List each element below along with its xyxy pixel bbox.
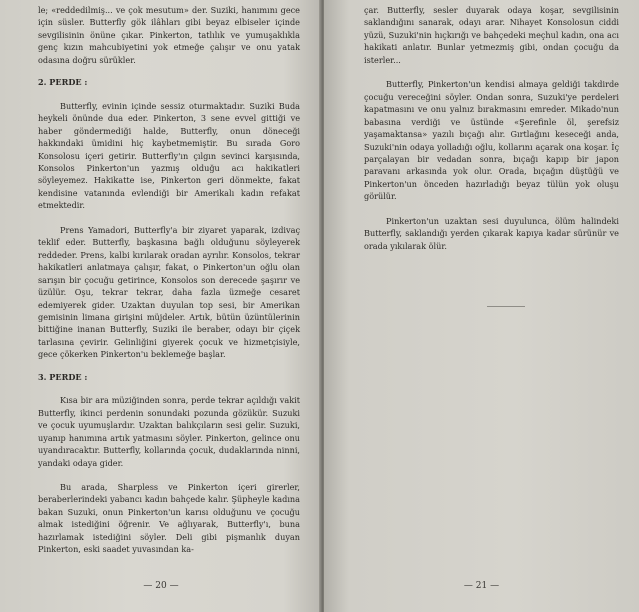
section-divider [487, 306, 525, 307]
paragraph-intro: le; «reddedilmiş... ve çok mesutum» der. Suziki, hanımını gece için süsler. Butterfly gök ilâhları gibi beyaz elbiseler içinde sevgilisinin önüne çıkar. Pinkerton, tatlılık ve yumuşaklıkla genç kızın mahcubiyetini yok etmeğe çalışır ve onu yatak odasına doğru sürükler. [38, 5, 300, 65]
paragraph-act2-a: Butterfly, evinin içinde sessiz oturmaktadır. Suziki Buda heykeli önünde dua eder. Pinkerton, 3 sene evvel gittiği ve haber göndermediği halde, Butterfly, onun döneceği hakkındaki ümidini hiç kaybetmemiştir. Bu sırada Goro Konsolosu içeri getirir. Butterfly'ın çılgın sevinci karşısında, Konsolos Pinkerton'un yazmış olduğu acı hakikatleri söyleyemez. Hakikatte ise, Pinkerton geri dönmekte, fakat kendisine vatanında evlendiği bir Amerikalı kadın refakat etmektedir. [38, 100, 300, 211]
page-number-left: — 20 — [143, 580, 179, 591]
paragraph-act2-b: Prens Yamadori, Butterfly'a bir ziyaret yaparak, izdivaç teklif eder. Butterfly, başkasına bağlı olduğunu söyleyerek reddeder. Prens, kalbi kırılarak oradan ayrılır. Konsolos, tekrar hakikatleri anlatmaya çalışır, fakat, o Pinkerton'un oğlu olan sarışın bir çocuğu getirince, Konsolos son derecede şaşırır ve üzülür. Oşu, tekrar tekrar, daha fazla üzmeğe cesaret edemiyerek gider. Uzaktan duyulan top sesi, bir Amerikan gemisinin limana girişini müjdeler. Artık, bütün üzüntülerinin bittiğine inanan Butterfly, Suziki ile beraber, odayı bir çiçek tarlasına çevirir. Gelinliğini giyerek çocuk ve hizmetçisiyle, gece çökerken Pinkerton'u beklemeğe başlar. [38, 224, 300, 360]
paragraph-act3-b: Bu arada, Sharpless ve Pinkerton içeri girerler, beraberlerindeki yabancı kadın bahçede kalır. Şüpheyle kadına bakan Suzuki, onun Pinkerton'un karısı olduğunu ve çocuğu almak istediğini öğrenir. Ve ağlıyarak, Butterfly'ı, buna hazırlamak istediğini söyler. Deli gibi pişmanlık duyan Pinkerton, eski saadet yuvasından ka- [38, 481, 300, 555]
paragraph-finale-a: Butterfly, Pinkerton'un kendisi almaya geldiği takdirde çocuğu vereceğini söyler. Ondan sonra, Suzuki'ye perdeleri kapatmasını ve onu yalnız bırakmasını emreder. Mikado'nun babasına verdiği ve üstünde «Şerefinle öl, şerefsiz yaşamaktansa» yazılı bıçağı alır. Gırtlağını keseceği anda, Suzuki'nin odaya yolladığı oğlu, kollarını açarak ona koşar. İç parçalayan bir vedadan sonra, bıçağı kapıp bir japon paravanı arkasında yok olur. Orada, bıçağın düştüğü ve Pinkerton'un önceden hazırladığı beyaz tülün yok oluşu görülür. [364, 79, 619, 202]
page-number-right: — 21 — [463, 580, 500, 591]
act-2-heading: 2. PERDE : [38, 77, 88, 88]
paragraph-continued: çar. Butterfly, sesler duyarak odaya koşar, sevgilisinin saklandığını sanarak, odayı arar. Nihayet Konsolosun ciddi yüzü, Suzuki'nin hıçkırığı ve bahçedeki meçhul kadın, ona acı hakikati anlatır. Bunlar yetmezmiş gibi, ondan çocuğu da isterler... [364, 5, 619, 65]
right-page [324, 0, 639, 612]
paragraph-finale-b: Pinkerton'un uzaktan sesi duyulunca, ölüm halindeki Butterfly, saklandığı yerden çıkarak kapıya kadar sürünür ve orada yıkılarak ölür. [364, 215, 619, 251]
act-3-heading: 3. PERDE : [38, 371, 88, 382]
paragraph-act3-a: Kısa bir ara müziğinden sonra, perde tekrar açıldığı vakit Butterfly, ikinci perdenin sonundaki pozunda gözükür. Suzuki ve çocuk uyumuşlardır. Uzaktan balıkçıların sesi gelir. Suzuki, uyanıp hanımına artık yatmasını söyler. Pinkerton, gelince onu uyandıracaktır. Butterfly, kollarında çocuk, dudaklarında ninni, yandaki odaya gider. [38, 395, 300, 468]
